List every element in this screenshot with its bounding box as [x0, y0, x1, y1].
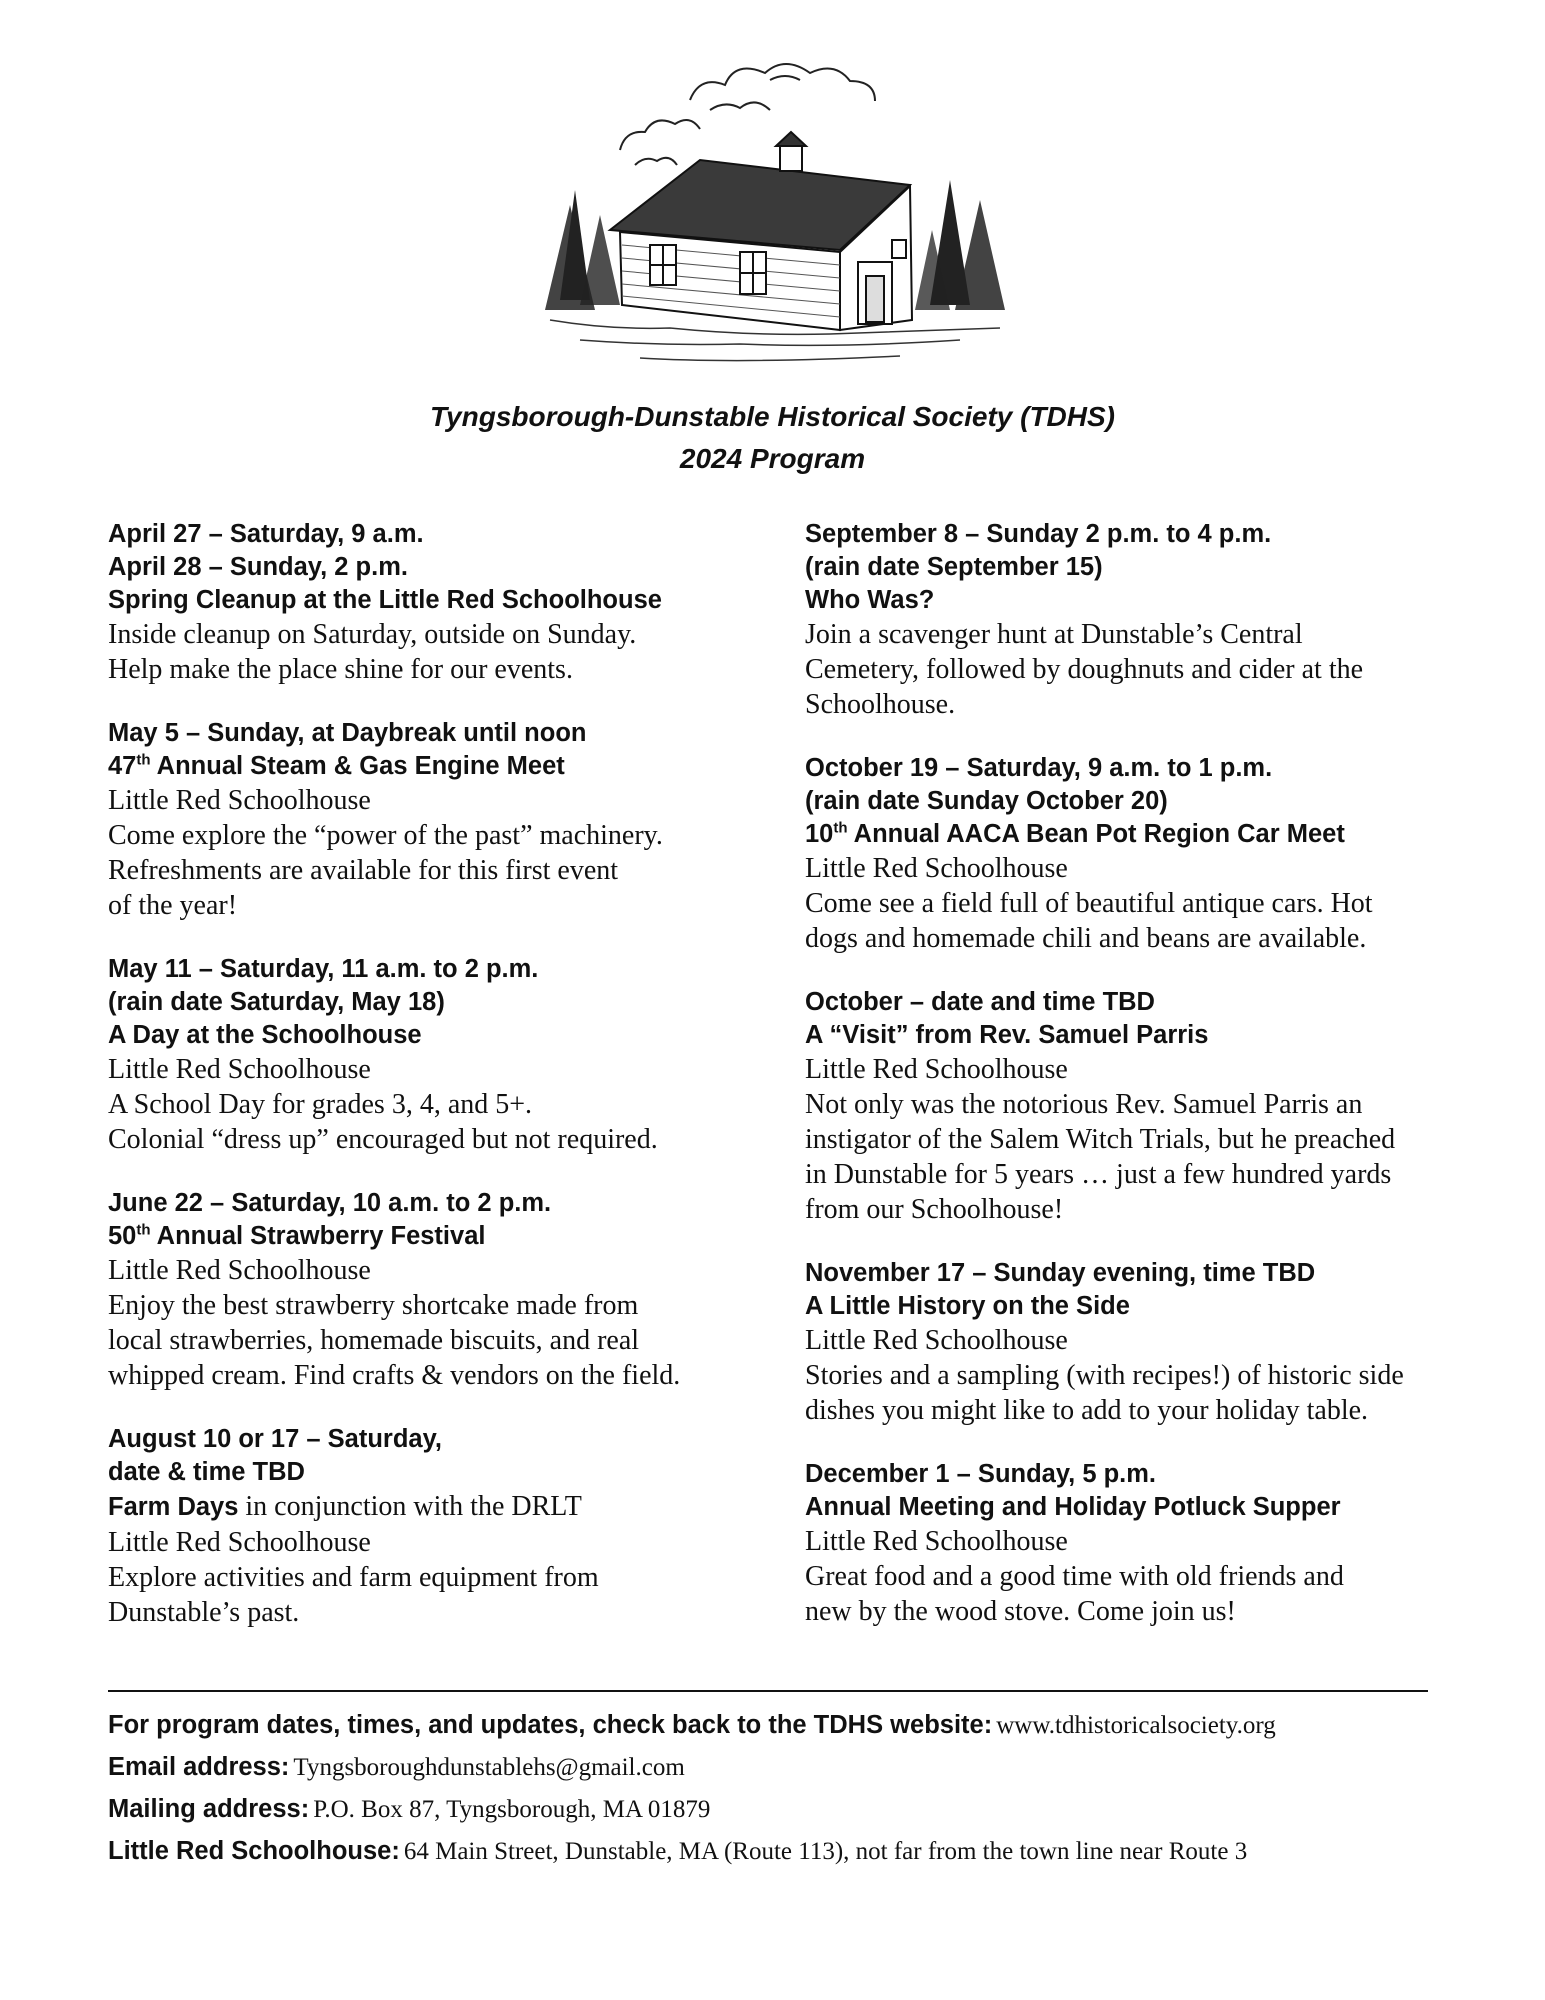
event-description: instigator of the Salem Witch Trials, but he preached — [805, 1124, 1396, 1155]
event-samuel-parris-visit — [805, 986, 1485, 1227]
event-description: Refreshments are available for this first event — [108, 855, 619, 886]
event-location: Little Red Schoolhouse — [805, 1054, 1068, 1085]
event-description: Great food and a good time with old friends and — [805, 1561, 1344, 1592]
event-description: whipped cream. Find crafts & vendors on the field. — [108, 1360, 681, 1391]
website-link[interactable]: www.tdhistoricalsociety.org — [996, 1712, 1276, 1739]
event-location: Little Red Schoolhouse — [805, 1325, 1068, 1356]
event-description: Stories and a sampling (with recipes!) of historic side — [805, 1360, 1404, 1391]
mailing-label: Mailing address: — [108, 1795, 310, 1823]
event-description: Colonial “dress up” encouraged but not required. — [108, 1124, 658, 1155]
event-date: April 28 – Sunday, 2 p.m. — [108, 553, 408, 581]
event-description: in Dunstable for 5 years … just a few hundred yards — [805, 1159, 1392, 1190]
event-description: dogs and homemade chili and beans are available. — [805, 923, 1367, 954]
event-rain-date: (rain date September 15) — [805, 553, 1103, 581]
society-title: Tyngsborough-Dunstable Historical Society (TDHS) — [429, 401, 1115, 432]
event-description: Inside cleanup on Saturday, outside on Sunday. — [108, 619, 637, 650]
event-date: October – date and time TBD — [805, 988, 1155, 1016]
event-date: April 27 – Saturday, 9 a.m. — [108, 520, 424, 548]
event-spring-cleanup — [108, 518, 768, 687]
event-farm-days — [108, 1423, 768, 1630]
event-description: Not only was the notorious Rev. Samuel Parris an — [805, 1089, 1363, 1120]
event-description: Come see a field full of beautiful antique cars. Hot — [805, 888, 1373, 919]
event-title: A “Visit” from Rev. Samuel Parris — [805, 1021, 1209, 1049]
schoolhouse-line — [108, 1832, 1508, 1874]
event-date: date & time TBD — [108, 1458, 305, 1486]
event-date: May 5 – Sunday, at Daybreak until noon — [108, 719, 587, 747]
event-rain-date: (rain date Sunday October 20) — [805, 787, 1168, 815]
event-description: of the year! — [108, 890, 238, 921]
event-history-on-the-side — [805, 1257, 1485, 1428]
event-description: new by the wood stove. Come join us! — [805, 1596, 1236, 1627]
event-title: A Day at the Schoolhouse — [108, 1021, 422, 1049]
footer — [108, 1706, 1508, 1874]
event-title: 10th Annual AACA Bean Pot Region Car Meet — [805, 819, 1345, 848]
schoolhouse-label: Little Red Schoolhouse: — [108, 1837, 400, 1865]
event-car-meet — [805, 752, 1485, 956]
event-date: December 1 – Sunday, 5 p.m. — [805, 1460, 1156, 1488]
event-title: Farm Days in conjunction with the DRLT — [108, 1491, 582, 1522]
event-date: August 10 or 17 – Saturday, — [108, 1425, 442, 1453]
event-date: May 11 – Saturday, 11 a.m. to 2 p.m. — [108, 955, 539, 983]
event-strawberry-festival — [108, 1187, 768, 1393]
event-description: dishes you might like to add to your holiday table. — [805, 1395, 1369, 1426]
event-description: Help make the place shine for our events. — [108, 654, 573, 685]
left-column — [108, 518, 768, 1660]
event-title: Annual Meeting and Holiday Potluck Supper — [805, 1493, 1341, 1521]
event-location: Little Red Schoolhouse — [805, 853, 1068, 884]
schoolhouse-address: 64 Main Street, Dunstable, MA (Route 113), not far from the town line near Route 3 — [403, 1838, 1248, 1865]
right-column — [805, 518, 1485, 1659]
event-description: Schoolhouse. — [805, 689, 956, 720]
event-steam-gas-engine-meet — [108, 717, 768, 923]
email-label: Email address: — [108, 1753, 290, 1781]
event-title: 50th Annual Strawberry Festival — [108, 1221, 486, 1250]
program-year-title: 2024 Program — [679, 443, 866, 474]
email-link[interactable]: Tyngsboroughdunstablehs@gmail.com — [293, 1754, 685, 1781]
event-title: Who Was? — [805, 586, 935, 614]
event-day-at-schoolhouse — [108, 953, 768, 1157]
event-location: Little Red Schoolhouse — [108, 1054, 371, 1085]
event-description: Explore activities and farm equipment from — [108, 1562, 599, 1593]
event-description: Dunstable’s past. — [108, 1597, 300, 1628]
footer-divider — [108, 1690, 1428, 1692]
event-description: local strawberries, homemade biscuits, and real — [108, 1325, 640, 1356]
event-annual-meeting — [805, 1458, 1485, 1629]
event-rain-date: (rain date Saturday, May 18) — [108, 988, 445, 1016]
website-line — [108, 1706, 1508, 1748]
event-date: June 22 – Saturday, 10 a.m. to 2 p.m. — [108, 1189, 552, 1217]
event-date: October 19 – Saturday, 9 a.m. to 1 p.m. — [805, 754, 1273, 782]
event-date: November 17 – Sunday evening, time TBD — [805, 1259, 1316, 1287]
event-date: September 8 – Sunday 2 p.m. to 4 p.m. — [805, 520, 1272, 548]
event-description: Cemetery, followed by doughnuts and cider at the — [805, 654, 1364, 685]
event-location: Little Red Schoolhouse — [108, 1527, 371, 1558]
title-block — [0, 396, 1545, 480]
email-line — [108, 1748, 1508, 1790]
event-description: Come explore the “power of the past” machinery. — [108, 820, 663, 851]
mailing-address: P.O. Box 87, Tyngsborough, MA 01879 — [313, 1796, 711, 1823]
event-description: from our Schoolhouse! — [805, 1194, 1064, 1225]
website-label: For program dates, times, and updates, check back to the TDHS website: — [108, 1711, 993, 1739]
event-title: 47th Annual Steam & Gas Engine Meet — [108, 751, 565, 780]
event-description: Enjoy the best strawberry shortcake made from — [108, 1290, 639, 1321]
event-title: Spring Cleanup at the Little Red Schoolhouse — [108, 586, 662, 614]
event-description: A School Day for grades 3, 4, and 5+. — [108, 1089, 533, 1120]
event-title: A Little History on the Side — [805, 1292, 1130, 1320]
event-location: Little Red Schoolhouse — [108, 1255, 371, 1286]
mailing-line — [108, 1790, 1508, 1832]
event-location: Little Red Schoolhouse — [108, 785, 371, 816]
event-who-was — [805, 518, 1485, 722]
event-description: Join a scavenger hunt at Dunstable’s Central — [805, 619, 1303, 650]
event-location: Little Red Schoolhouse — [805, 1526, 1068, 1557]
schoolhouse-illustration — [540, 40, 1020, 380]
